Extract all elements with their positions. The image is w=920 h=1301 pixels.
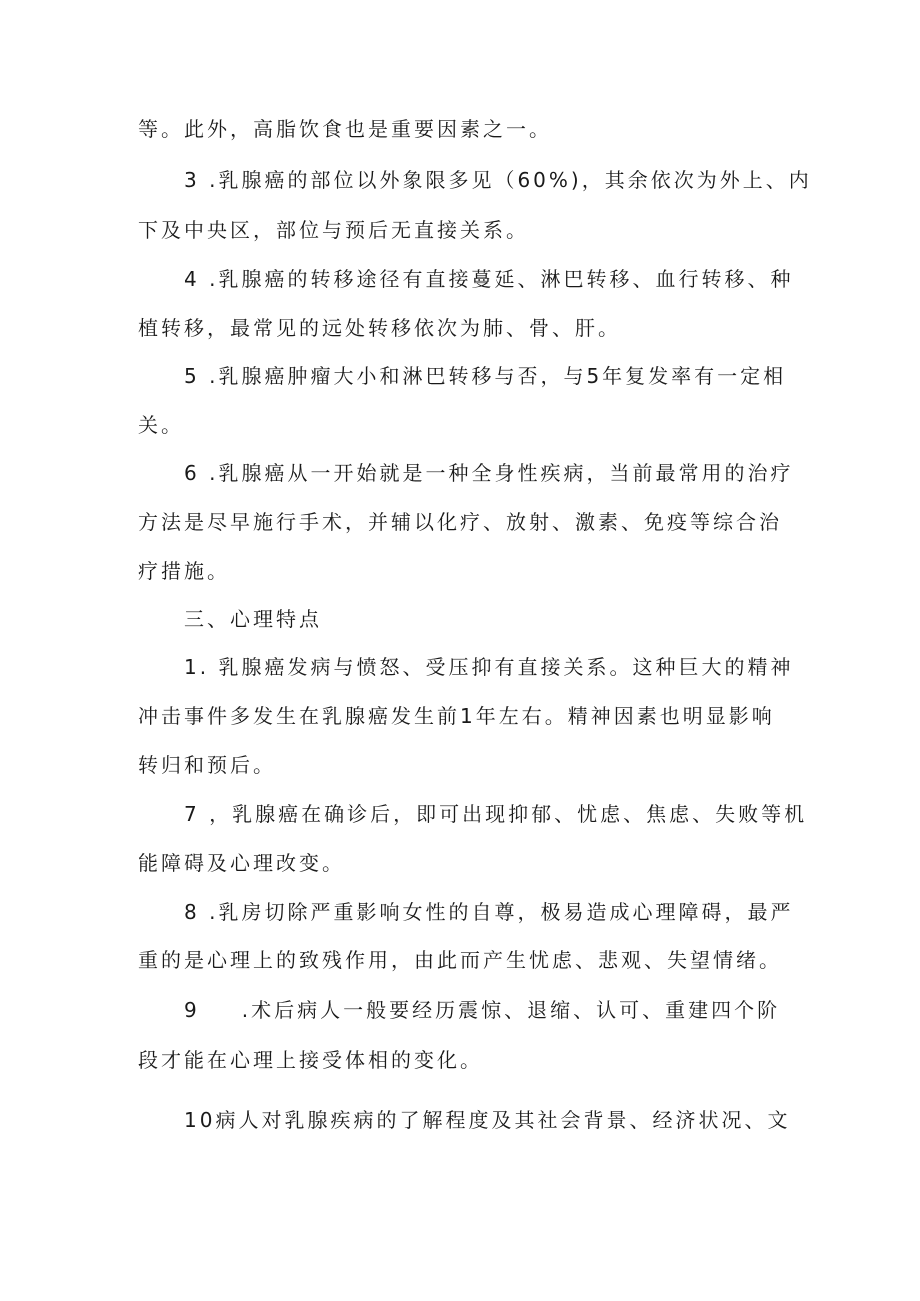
item-number: 9 [184, 998, 200, 1022]
text-line: 段才能在心理上接受体相的变化。 [138, 1048, 483, 1072]
text-line: 8 .乳房切除严重影响女性的自尊，极易造成心理障碍，最严 [184, 900, 794, 924]
text-line: 重的是心理上的致残作用，由此而产生忧虑、悲观、失望情绪。 [138, 948, 782, 972]
text-line: 方法是尽早施行手术，并辅以化疗、放射、激素、免疫等综合治 [138, 510, 782, 534]
text-line: 1. 乳腺癌发病与愤怒、受压抑有直接关系。这种巨大的精神 [184, 655, 794, 679]
text-line: 能障碍及心理改变。 [138, 851, 345, 875]
text-line: 转归和预后。 [138, 753, 276, 777]
text-line: 冲击事件多发生在乳腺癌发生前1年左右。精神因素也明显影响 [138, 704, 775, 728]
text-line: 下及中央区，部位与预后无直接关系。 [138, 218, 529, 242]
text-line: 6 .乳腺癌从一开始就是一种全身性疾病，当前最常用的治疗 [184, 461, 794, 485]
text-line: 4 .乳腺癌的转移途径有直接蔓延、淋巴转移、血行转移、种 [184, 267, 794, 291]
text-line [184, 996, 780, 1024]
text-line: 等。此外，高脂饮食也是重要因素之一。 [138, 117, 552, 141]
text-line: 7 ，乳腺癌在确诊后，即可出现抑郁、忧虑、焦虑、失败等机 [184, 802, 808, 826]
text-line: 疗措施。 [138, 559, 230, 583]
item-text: .术后病人一般要经历震惊、退缩、认可、重建四个阶 [241, 998, 781, 1022]
text-line: 关。 [138, 413, 184, 437]
text-line: 3 .乳腺癌的部位以外象限多见（60%)，其余依次为外上、内 [184, 168, 812, 192]
text-line: 10病人对乳腺疾病的了解程度及其社会背景、经济状况、文 [184, 1108, 791, 1132]
text-line: 植转移，最常见的远处转移依次为肺、骨、肝。 [138, 316, 621, 340]
section-heading: 三、心理特点 [184, 607, 322, 631]
text-line: 5 .乳腺癌肿瘤大小和淋巴转移与否，与5年复发率有一定相 [184, 364, 787, 388]
